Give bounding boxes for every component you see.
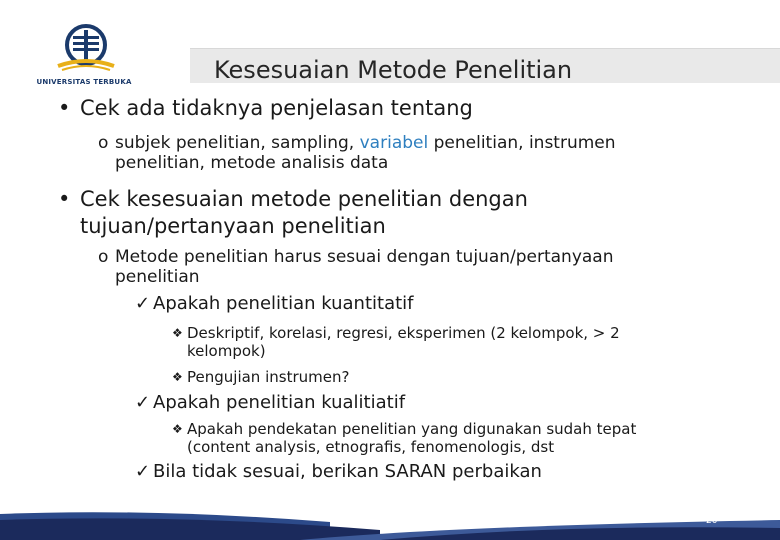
variabel-highlight: variabel bbox=[359, 133, 429, 153]
title-bar bbox=[190, 48, 780, 83]
bullet-2-sub-line2: penelitian bbox=[115, 267, 200, 287]
bullet-2-line1: Cek kesesuaian metode penelitian dengan bbox=[80, 187, 528, 211]
diamond-item-3-line1: Apakah pendekatan penelitian yang digunakan sudah tepat bbox=[187, 420, 637, 438]
checkmark-icon: ✓ bbox=[135, 461, 151, 482]
page-number: 20 bbox=[706, 516, 718, 526]
check-1-text: Apakah penelitian kuantitatif bbox=[153, 293, 414, 314]
circle-bullet-icon: o bbox=[98, 247, 109, 267]
bullet-2-line2: tujuan/pertanyaan penelitian bbox=[80, 214, 386, 238]
checkmark-icon: ✓ bbox=[135, 293, 151, 314]
universitas-terbuka-logo bbox=[28, 20, 140, 92]
bullet-1-sub-suffix: penelitian, instrumen bbox=[428, 133, 616, 153]
bullet-1-sub-prefix: subjek penelitian, sampling, bbox=[115, 133, 360, 153]
check-3-text: Bila tidak sesuai, berikan SARAN perbaikan bbox=[153, 461, 542, 482]
bullet-1-sub-line2: penelitian, metode analisis data bbox=[115, 153, 389, 173]
diamond-item-1-line2: kelompok) bbox=[187, 342, 266, 360]
checkmark-icon: ✓ bbox=[135, 392, 151, 413]
footer-band bbox=[0, 504, 780, 540]
slide-title: Kesesuaian Metode Penelitian bbox=[214, 56, 573, 84]
logo-caption: UNIVERSITAS TERBUKA bbox=[36, 78, 132, 86]
diamond-bullet-icon: ❖ bbox=[172, 326, 183, 340]
bullet-2-sub-line1: Metode penelitian harus sesuai dengan tujuan/pertanyaan bbox=[115, 247, 614, 267]
check-2-text: Apakah penelitian kualitiatif bbox=[153, 392, 406, 413]
footer-center-text: -- kap -- bbox=[368, 516, 403, 526]
diamond-item-2-line1: Pengujian instrumen? bbox=[187, 368, 350, 386]
diamond-bullet-icon: ❖ bbox=[172, 370, 183, 384]
diamond-item-1-line1: Deskriptif, korelasi, regresi, eksperimen (2 kelompok, > 2 bbox=[187, 324, 620, 342]
circle-bullet-icon: o bbox=[98, 133, 109, 153]
diamond-bullet-icon: ❖ bbox=[172, 422, 183, 436]
bullet-1-text: Cek ada tidaknya penjelasan tentang bbox=[80, 96, 473, 120]
diamond-item-3-line2: (content analysis, etnografis, fenomenologis, dst bbox=[187, 438, 555, 456]
bullet-dot-icon: • bbox=[58, 96, 71, 120]
bullet-dot-icon: • bbox=[58, 187, 71, 211]
